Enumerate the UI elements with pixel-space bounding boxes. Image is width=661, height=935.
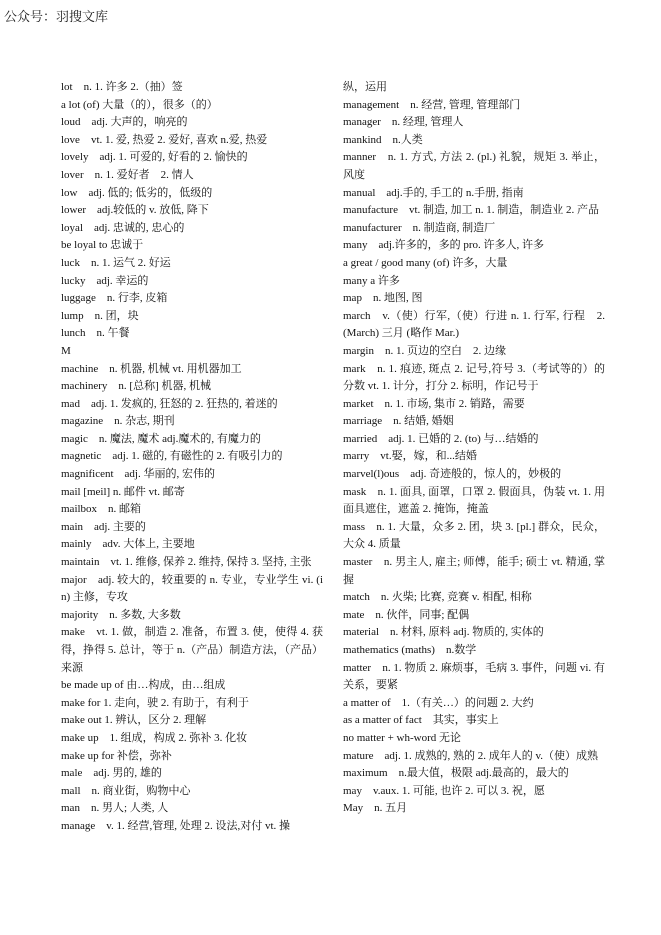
vocab-entry: mail [meil] n. 邮件 vt. 邮寄 xyxy=(61,485,185,498)
vocab-entry: main adj. 主要的 xyxy=(61,520,146,533)
vocab-entry: May n. 五月 xyxy=(343,802,408,815)
vocab-entry: margin n. 1. 页边的空白 2. 边缘 xyxy=(343,344,506,357)
vocab-entry: marriage n. 结婚, 婚姻 xyxy=(343,415,454,428)
vocab-entry: mainly adv. 大体上, 主要地 xyxy=(61,538,195,551)
vocab-entry: matter n. 1. 物质 2. 麻烦事，毛病 3. 事件，问题 vi. 有关系，要紧 xyxy=(343,661,605,692)
vocab-entry: mall n. 商业街，购物中心 xyxy=(61,784,191,797)
vocab-entry: be made up of 由…构成，由…组成 xyxy=(61,679,226,692)
vocab-entry: love vt. 1. 爱, 热爱 2. 爱好, 喜欢 n.爱, 热爱 xyxy=(61,133,268,146)
vocab-entry: magazine n. 杂志, 期刊 xyxy=(61,415,175,428)
vocab-entry: lump n. 团，块 xyxy=(61,309,139,322)
vocab-entry: a great / good many (of) 许多，大量 xyxy=(343,256,508,269)
vocab-entry: mark n. 1. 痕迹, 斑点 2. 记号,符号 3.（考试等的）的分数 vt. 1. 计分，打分 2. 标明，作记号于 xyxy=(343,362,605,393)
vocab-entry: material n. 材料, 原料 adj. 物质的, 实体的 xyxy=(343,626,544,639)
vocab-entry: manufacture vt. 制造, 加工 n. 1. 制造，制造业 2. 产品 xyxy=(343,204,600,217)
right-column xyxy=(343,79,605,818)
vocab-entry: mathematics (maths) n.数学 xyxy=(343,644,477,656)
vocab-entry: as a matter of fact 其实，事实上 xyxy=(343,714,499,727)
vocab-entry: many adj.许多的，多的 pro. 许多人, 许多 xyxy=(343,239,545,252)
vocab-entry: maintain vt. 1. 维修, 保养 2. 维持, 保持 3. 坚持, 主张 xyxy=(61,556,312,569)
vocab-entry: lucky adj. 幸运的 xyxy=(61,274,149,287)
vocab-entry: major adj. 较大的，较重要的 n. 专业，专业学生 vi. (in) 主修，专攻 xyxy=(61,573,323,604)
vocab-entry: make vt. 1. 做，制造 2. 准备，布置 3. 使，使得 4. 获得，挣得 5. 总计，等于 n.（产品）制造方法，（产品）来源 xyxy=(61,626,323,674)
vocab-entry: no matter + wh-word 无论 xyxy=(343,731,462,744)
vocab-entry: march v.（使）行军,（使）行进 n. 1. 行军, 行程 2. (March) 三月 (略作 Mar.) xyxy=(343,309,605,340)
vocab-entry: manufacturer n. 制造商, 制造厂 xyxy=(343,221,496,234)
vocab-entry: lot n. 1. 许多 2.（抽）签 xyxy=(61,81,183,93)
vocab-entry: M xyxy=(61,344,71,357)
vocab-entry: may v.aux. 1. 可能, 也许 2. 可以 3. 祝，愿 xyxy=(343,784,545,797)
vocab-entry: manager n. 经理, 管理人 xyxy=(343,116,464,129)
vocab-entry: make out 1. 辨认，区分 2. 理解 xyxy=(61,714,207,727)
vocab-entry: mailbox n. 邮箱 xyxy=(61,503,142,516)
vocab-entry: manner n. 1. 方式, 方法 2. (pl.) 礼貌，规矩 3. 举止，风度 xyxy=(343,151,605,181)
vocab-entry: married adj. 1. 已婚的 2. (to) 与…结婚的 xyxy=(343,432,539,445)
vocab-entry: luggage n. 行李, 皮箱 xyxy=(61,292,168,305)
vocab-entry: low adj. 低的; 低劣的，低级的 xyxy=(61,186,213,199)
vocab-entry: mass n. 1. 大量，众多 2. 团，块 3. [pl.] 群众，民众，大众 4. 质量 xyxy=(343,520,605,551)
vocab-entry: marvel(l)ous adj. 奇迹般的，惊人的，妙极的 xyxy=(343,468,562,481)
vocab-entry: match n. 火柴; 比赛, 竞赛 v. 相配, 相称 xyxy=(343,591,532,604)
left-column xyxy=(61,79,323,836)
vocab-entry: lunch n. 午餐 xyxy=(61,327,130,340)
header-title: 公众号：羽搜文库 xyxy=(4,10,109,25)
vocab-entry: lovely adj. 1. 可爱的, 好看的 2. 愉快的 xyxy=(61,151,248,164)
vocab-entry: make up 1. 组成，构成 2. 弥补 3. 化妆 xyxy=(61,731,248,744)
vocab-entry: maximum n.最大值，极限 adj.最高的，最大的 xyxy=(343,767,569,780)
vocab-entry: map n. 地图, 图 xyxy=(343,292,423,305)
vocab-entry: male adj. 男的, 雄的 xyxy=(61,767,162,780)
vocab-entry: mate n. 伙伴，同事; 配偶 xyxy=(343,608,470,621)
vocab-entry: lover n. 1. 爱好者 2. 情人 xyxy=(61,168,194,181)
vocab-entry: mankind n.人类 xyxy=(343,133,423,146)
vocab-entry: mask n. 1. 面具, 面罩，口罩 2. 假面具，伪装 vt. 1. 用面具遮住，遮盖 2. 掩饰，掩盖 xyxy=(343,485,605,516)
vocab-entry: magnetic adj. 1. 磁的, 有磁性的 2. 有吸引力的 xyxy=(61,450,283,463)
vocab-entry: mature adj. 1. 成熟的, 熟的 2. 成年人的 v.（使）成熟 xyxy=(343,749,599,762)
vocab-entry: manual adj.手的, 手工的 n.手册, 指南 xyxy=(343,186,524,199)
vocab-entry: luck n. 1. 运气 2. 好运 xyxy=(61,256,171,269)
vocab-entry: magic n. 魔法, 魔术 adj.魔术的, 有魔力的 xyxy=(61,432,261,445)
vocab-entry: master n. 男主人, 雇主; 师傅，能手; 硕士 vt. 精通, 掌握 xyxy=(343,556,605,586)
vocab-entry: machinery n. [总称] 机器, 机械 xyxy=(61,380,211,393)
vocab-entry: machine n. 机器, 机械 vt. 用机器加工 xyxy=(61,362,242,375)
vocab-entry: majority n. 多数, 大多数 xyxy=(61,608,181,621)
vocab-entry: loud adj. 大声的，响亮的 xyxy=(61,116,188,129)
vocab-entry: manage v. 1. 经营,管理, 处理 2. 设法,对付 vt. 操 xyxy=(61,819,291,832)
vocab-entry: mad adj. 1. 发疯的, 狂怒的 2. 狂热的, 着迷的 xyxy=(61,397,278,410)
vocab-entry: management n. 经营, 管理, 管理部门 xyxy=(343,98,521,111)
vocab-entry: be loyal to 忠诚于 xyxy=(61,239,144,252)
vocab-entry: make up for 补偿，弥补 xyxy=(61,749,172,762)
vocab-entry: magnificent adj. 华丽的, 宏伟的 xyxy=(61,468,215,481)
vocab-entry: lower adj.较低的 v. 放低, 降下 xyxy=(61,204,209,217)
vocab-entry: man n. 男人; 人类, 人 xyxy=(61,802,169,815)
vocab-entry: make for 1. 走向，驶 2. 有助于，有利于 xyxy=(61,696,249,709)
vocab-entry: market n. 1. 市场, 集市 2. 销路，需要 xyxy=(343,397,525,410)
vocab-entry: loyal adj. 忠诚的, 忠心的 xyxy=(61,221,185,234)
vocab-entry: a lot (of) 大量（的），很多（的） xyxy=(61,98,218,111)
vocab-entry: a matter of 1.（有关…）的问题 2. 大约 xyxy=(343,696,534,709)
vocab-entry: marry vt.娶，嫁，和...结婚 xyxy=(343,450,477,463)
vocab-entry: many a 许多 xyxy=(343,274,400,287)
vocab-entry: 纵，运用 xyxy=(343,81,387,93)
